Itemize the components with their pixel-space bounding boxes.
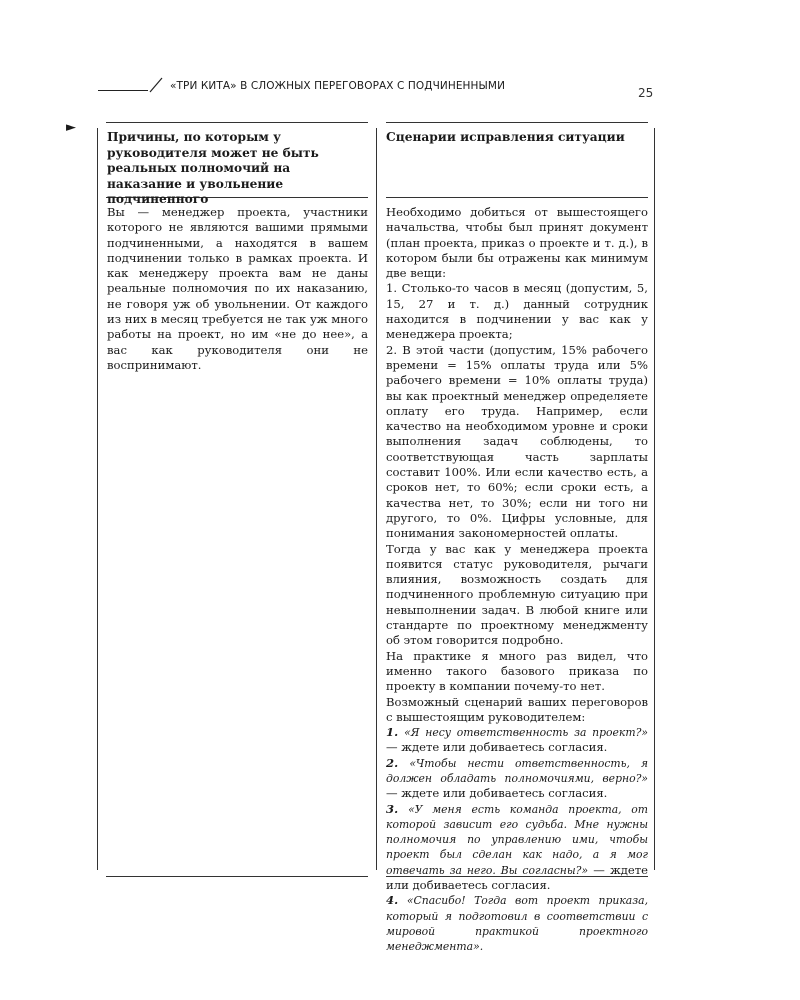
table-bottom-rule-left — [106, 876, 368, 877]
scenario-step — [386, 802, 648, 894]
scenario-step — [386, 756, 648, 802]
header-rule — [98, 90, 148, 91]
step-number: 1. — [386, 725, 399, 740]
table-top-rule-left — [106, 122, 368, 123]
left-column-border — [97, 128, 98, 870]
step-quote: «Чтобы нести ответственность, я должен обладать полномочиями, верно?» — [386, 756, 649, 785]
column-divider — [376, 128, 377, 870]
right-para-3: Тогда у вас как у менеджера проекта появится статус руководителя, рычаги влияния, возможность создать для подчиненного проблемную ситуацию при невыполнении задач. В любой книге или стандарте по проектному менеджменту об этом говорится подробно. — [386, 541, 648, 648]
step-tail: — ждете или добиваетесь согласия. — [386, 862, 649, 893]
scenario-step — [386, 725, 648, 756]
running-head: «ТРИ КИТА» В СЛОЖНЫХ ПЕРЕГОВОРАХ С ПОДЧИНЕННЫМИ — [170, 80, 506, 92]
right-column-border — [654, 128, 655, 870]
right-para-4: На практике я много раз видел, что именно такого базового приказа по проекту в компании почему-то нет. — [386, 648, 648, 694]
triangle-marker-icon: ► — [66, 120, 76, 135]
right-column-body — [386, 205, 648, 955]
step-number: 4. — [386, 893, 399, 908]
left-column-body — [107, 205, 368, 373]
table-top-rule-right — [386, 122, 648, 123]
header-slash — [148, 77, 164, 93]
right-item-1: 1. Столько-то часов в месяц (допустим, 5, 15, 27 и т. д.) данный сотрудник находится в подчинении у вас как у менеджера проекта; — [386, 281, 648, 342]
left-column-heading: Причины, по которым у руководителя может не быть реальных полномочий на наказание и увольнение подчиненного — [107, 130, 319, 206]
step-number: 2. — [386, 755, 399, 770]
right-para-5: Возможный сценарий ваших переговоров с вышестоящим руководителем: — [386, 694, 648, 724]
right-column-heading: Сценарии исправления ситуации — [386, 130, 625, 144]
step-quote: «Спасибо! Тогда вот проект приказа, который я подготовил в соответствии с мировой практикой проектного менеджмента». — [386, 894, 649, 954]
heading-rule-right — [386, 197, 648, 198]
page-number: 25 — [638, 86, 654, 100]
scenario-step — [386, 893, 648, 954]
step-number: 3. — [386, 801, 399, 816]
step-tail: — ждете или добиваетесь согласия. — [386, 740, 608, 755]
step-quote: «Я несу ответственность за проект?» — [404, 726, 648, 740]
right-item-2: 2. В этой части (допустим, 15% рабочего времени = 15% оплаты труда или 5% рабочего времени = 10% оплаты труда) вы как проектный менеджер определяете оплату его труда. Например, если качество на необходимом уровне и сроки выполнения задач соблюдены, то соответствующая часть зарплаты составит 100%. Или если качество есть, а сроков нет, то 60%; если сроки есть, а качества нет, то 30%; если ни того ни другого, то 0%. Цифры условные, для понимания закономерностей оплаты. — [386, 342, 648, 541]
right-intro: Необходимо добиться от вышестоящего начальства, чтобы был принят документ (план проекта, приказ о проекте и т. д.), в котором были бы отражены как минимум две вещи: — [386, 205, 648, 281]
step-quote: «У меня есть команда проекта, от которой зависит его судьба. Мне нужны полномочия по управлению ими, чтобы проект был сделан как надо, а я мог отвечать за него. Вы согласны?» — [386, 802, 649, 877]
step-tail: — ждете или добиваетесь согласия. — [386, 786, 608, 801]
left-body-text: Вы — менеджер проекта, участники которого не являются вашими прямыми подчиненными, а находятся в вашем подчинении только в рамках проекта. И как менеджеру проекта вам не даны реальные полномочия по их наказанию, не говоря уж об увольнении. От каждого из них в месяц требуется не так уж много работы на проект, но им «не до нее», а вас как руководителя они не воспринимают. — [107, 205, 368, 372]
